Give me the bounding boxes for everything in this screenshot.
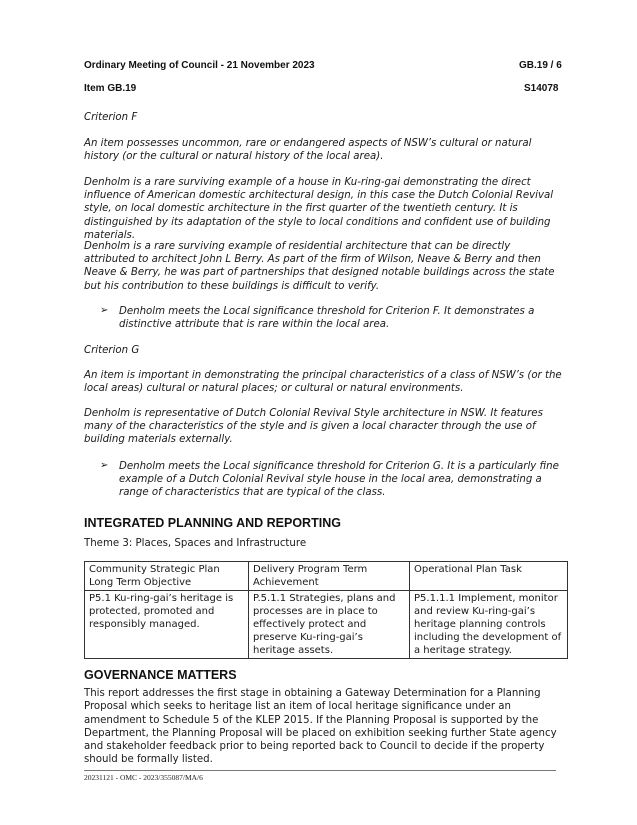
criterion-g-statement: An item is important in demonstrating the principal characteristics of a class of NSW’s (or the local areas) cultural or natural places; or cultural or natural environments. xyxy=(84,370,562,395)
criterion-g-paragraph-1: Denholm is representative of Dutch Colonial Revival Style architecture in NSW. It features many of the characteristics of the style and is given a local character through the use of building materials externally. xyxy=(84,408,543,446)
table-header-cell: Operational Plan Task xyxy=(410,562,568,591)
table-header-cell: Delivery Program Term Achievement xyxy=(249,562,410,591)
integrated-planning-heading: INTEGRATED PLANNING AND REPORTING xyxy=(84,516,341,530)
criterion-g-heading: Criterion G xyxy=(84,345,140,356)
theme-label: Theme 3: Places, Spaces and Infrastructure xyxy=(84,538,307,549)
table-header-cell: Community Strategic Plan Long Term Objective xyxy=(85,562,249,591)
table-cell: P5.1 Ku-ring-gai’s heritage is protected, promoted and responsibly managed. xyxy=(85,591,249,659)
criterion-f-statement: An item possesses uncommon, rare or endangered aspects of NSW’s cultural or natural history (or the cultural or natural history of the local area). xyxy=(84,138,532,163)
meeting-title: Ordinary Meeting of Council - 21 November 2023 xyxy=(84,60,315,71)
criterion-f-paragraph-1: Denholm is a rare surviving example of a house in Ku-ring-gai demonstrating the direct influence of American domestic architectural design, in this case the Dutch Colonial Revival style, on local domestic architecture in the first quarter of the twentieth century. It is distinguished by its adaptation of the style to local conditions and confident use of building materials. xyxy=(84,177,554,241)
table-header-row xyxy=(85,562,568,591)
governance-heading: GOVERNANCE MATTERS xyxy=(84,668,237,682)
arrowhead-bullet-icon: ➢ xyxy=(100,305,109,316)
table-cell: P5.1.1.1 Implement, monitor and review Ku-ring-gai’s heritage planning controls including the development of a heritage strategy. xyxy=(410,591,568,659)
arrowhead-bullet-icon: ➢ xyxy=(100,460,109,471)
item-number: Item GB.19 xyxy=(84,83,137,94)
table-row xyxy=(85,591,568,659)
criterion-g-bullet-text: Denholm meets the Local significance threshold for Criterion G. It is a particularly fine example of a Dutch Colonial Revival style house in the local area, demonstrating a range of characteristics that are typical of the class. xyxy=(119,461,559,499)
planning-table xyxy=(84,561,568,659)
criterion-f-heading: Criterion F xyxy=(84,112,138,123)
page-reference: GB.19 / 6 xyxy=(519,60,562,71)
footer-reference: 20231121 - OMC - 2023/355087/MA/6 xyxy=(84,773,203,782)
criterion-f-bullet-text: Denholm meets the Local significance threshold for Criterion F. It demonstrates a distinctive attribute that is rare within the local area. xyxy=(119,306,535,331)
table-cell: P.5.1.1 Strategies, plans and processes are in place to effectively protect and preserve Ku-ring-gai’s heritage assets. xyxy=(249,591,410,659)
footer-divider xyxy=(84,770,556,771)
file-reference: S14078 xyxy=(524,83,559,94)
criterion-f-paragraph-2: Denholm is a rare surviving example of residential architecture that can be directly attributed to architect John L Berry. As part of the firm of Wilson, Neave & Berry and then Neave & Berry, he was part of partnerships that designed notable buildings across the state but his contribution to these buildings is difficult to verify. xyxy=(84,241,555,292)
governance-paragraph: This report addresses the first stage in obtaining a Gateway Determination for a Planning Proposal which seeks to heritage list an item of local heritage significance under an amendment to Schedule 5 of the KLEP 2015. If the Planning Proposal is supported by the Department, the Planning Proposal will be placed on exhibition seeking further State agency and stakeholder feedback prior to being reported back to Council to decide if the property should be formally listed. xyxy=(84,688,557,766)
